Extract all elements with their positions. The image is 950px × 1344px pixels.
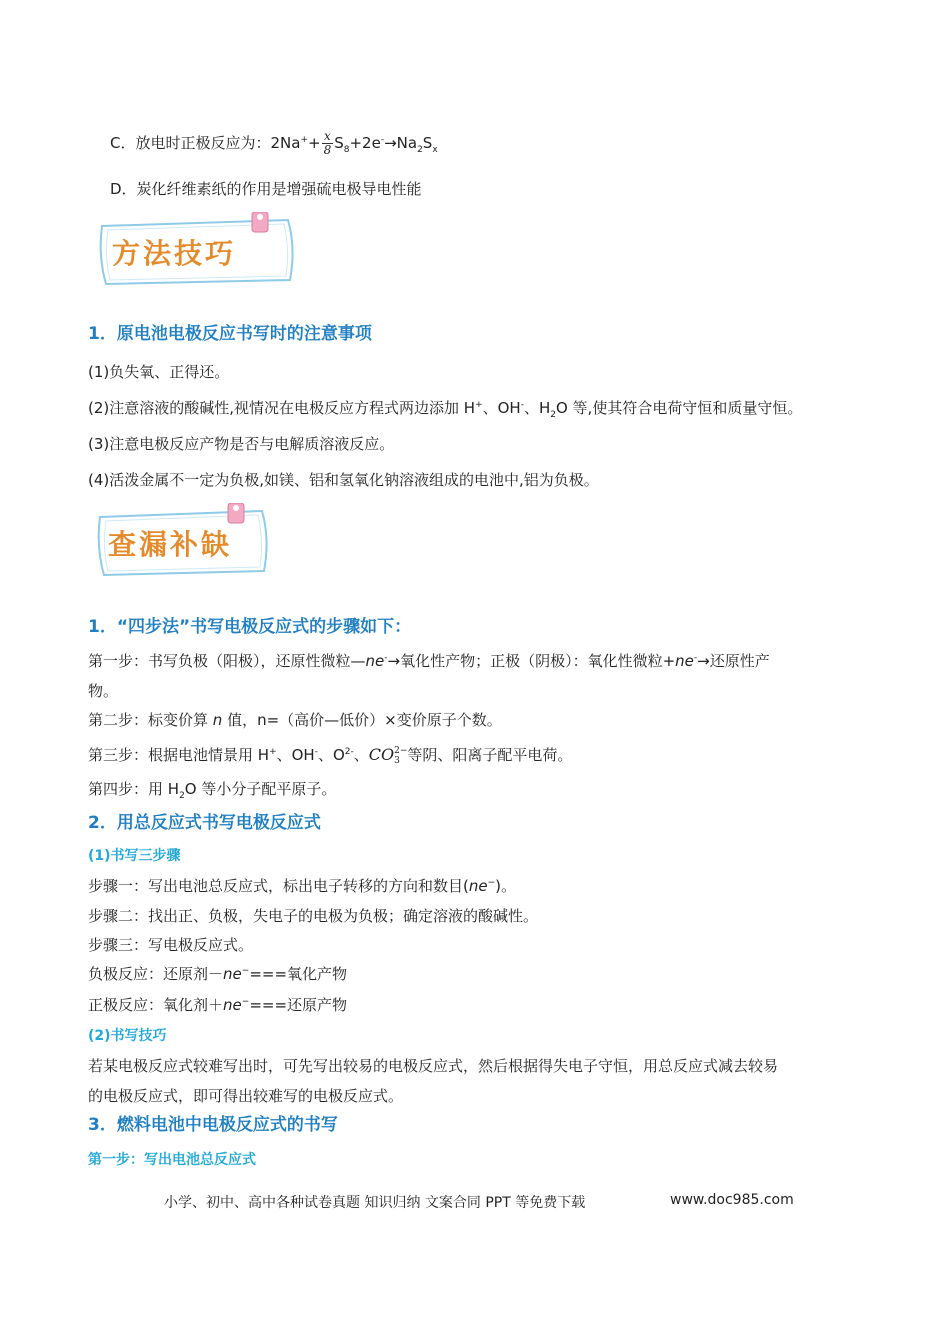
paragraph [88, 963, 347, 985]
eq-text: 2Na [270, 134, 301, 152]
superscript: - [314, 747, 318, 757]
paragraph [88, 778, 336, 800]
text: )。 [495, 877, 517, 895]
superscript: − [487, 878, 496, 888]
option-c-label: C．放电时正极反应为： [110, 134, 271, 152]
section-heading: 1．“四步法”书写电极反应式的步骤如下： [88, 617, 412, 637]
superscript: 2− [394, 745, 408, 756]
superscript: 2- [344, 747, 354, 757]
text: ne [675, 652, 694, 670]
text: 、OH [482, 399, 521, 417]
sub-heading: (1)书写三步骤 [88, 848, 181, 864]
option-c [110, 130, 438, 157]
text: 正极反应：氧化剂＋ [88, 996, 224, 1014]
superscript: − [241, 997, 250, 1007]
text: 、OH [276, 746, 315, 764]
text: ne [223, 965, 242, 983]
banner-title: 查漏补缺 [108, 528, 233, 561]
superscript: + [300, 135, 308, 145]
text: 第一步：书写负极（阳极），还原性微粒— [88, 652, 366, 670]
eq-text: + [308, 134, 321, 152]
text: O 等,使其符合电荷守恒和质量守恒。 [555, 399, 803, 417]
text: 第三步：根据电池情景用 H [88, 746, 270, 764]
subscript: x [432, 145, 438, 155]
subscript: 2 [550, 410, 556, 420]
text: 、 [353, 746, 369, 764]
text: ne [365, 652, 385, 670]
superscript: − [241, 966, 250, 976]
subscript: 3 [394, 755, 400, 766]
text: O 等小分子配平原子。 [184, 780, 337, 798]
sub-heading: (2)书写技巧 [88, 1028, 167, 1044]
banner-method-tips [92, 212, 302, 288]
text: 步骤一：写出电池总反应式，标出电子转移的方向和数目( [88, 877, 469, 895]
paragraph: 步骤三：写电极反应式。 [88, 936, 254, 954]
text: 等阴、阳离子配平电荷。 [407, 746, 573, 764]
superscript: - [520, 400, 524, 410]
paragraph-wrap: 的电极反应式，即可得出较难写的电极反应式。 [88, 1087, 404, 1105]
section-heading: 1．原电池电极反应书写时的注意事项 [88, 324, 372, 344]
text: ===氧化产物 [249, 965, 348, 983]
footer-text: 小学、初中、高中各种试卷真题 知识归纳 文案合同 PPT 等免费下载 [164, 1195, 586, 1211]
option-d: D．炭化纤维素纸的作用是增强硫电极导电性能 [110, 180, 422, 198]
text: →氧化性产物；正极（阴极）：氧化性微粒+ [387, 652, 676, 670]
paragraph: (3)注意电极反应产物是否与电解质溶液反应。 [88, 435, 395, 453]
eq-text: S [334, 134, 344, 152]
text: 、O [317, 746, 345, 764]
superscript: + [269, 747, 277, 757]
superscript: + [475, 400, 483, 410]
text: ne [468, 877, 488, 895]
fraction-numerator: x [322, 130, 334, 144]
text: CO [368, 745, 395, 764]
text: ===还原产物 [249, 996, 348, 1014]
text: ne [223, 996, 242, 1014]
text: →还原性产 [697, 652, 770, 670]
paragraph: (1)负失氧、正得还。 [88, 363, 230, 381]
fraction-x-over-8 [322, 130, 334, 157]
paragraph-wrap: 物。 [88, 682, 119, 700]
paragraph [88, 709, 502, 731]
subscript: 8 [343, 145, 350, 155]
banner-fill-gaps [90, 503, 276, 579]
paragraph [88, 650, 770, 672]
subscript: 2 [179, 791, 185, 801]
eq-text: +2e [349, 134, 381, 152]
text: 负极反应：还原剂－ [88, 965, 224, 983]
text: 第四步：用 H [88, 780, 180, 798]
sub-heading: 第一步：写出电池总反应式 [88, 1152, 256, 1168]
text: 、H [523, 399, 551, 417]
paragraph: (4)活泼金属不一定为负极,如镁、铝和氢氧化钠溶液组成的电池中,铝为负极。 [88, 471, 599, 489]
subscript: 2 [417, 145, 423, 155]
section-heading: 3．燃料电池中电极反应式的书写 [88, 1115, 338, 1135]
paragraph [88, 397, 802, 419]
paragraph [88, 744, 572, 766]
text: n [212, 711, 223, 729]
eq-text: →Na [384, 134, 418, 152]
paragraph [88, 994, 347, 1016]
paragraph: 步骤二：找出正、负极，失电子的电极为负极；确定溶液的酸碱性。 [88, 907, 539, 925]
footer-url[interactable]: www.doc985.com [670, 1192, 794, 1208]
paragraph: 若某电极反应式较难写出时，可先写出较易的电极反应式，然后根据得失电子守恒，用总反应式减去较易 [88, 1057, 779, 1075]
section-heading: 2．用总反应式书写电极反应式 [88, 813, 321, 833]
superscript: - [693, 653, 698, 663]
formula-stack [394, 746, 407, 766]
banner-title: 方法技巧 [112, 237, 237, 270]
superscript: - [380, 135, 385, 145]
text: 第二步：标变价算 [88, 711, 213, 729]
paragraph [88, 875, 516, 897]
text: (2)注意溶液的酸碱性,视情况在电极反应方程式两边添加 H [88, 399, 476, 417]
carbonate-formula [369, 745, 408, 764]
fraction-denominator: 8 [323, 143, 332, 157]
text: 值，n=（高价—低价）×变价原子个数。 [222, 711, 502, 729]
eq-text: S [422, 134, 433, 152]
superscript: - [384, 653, 388, 663]
